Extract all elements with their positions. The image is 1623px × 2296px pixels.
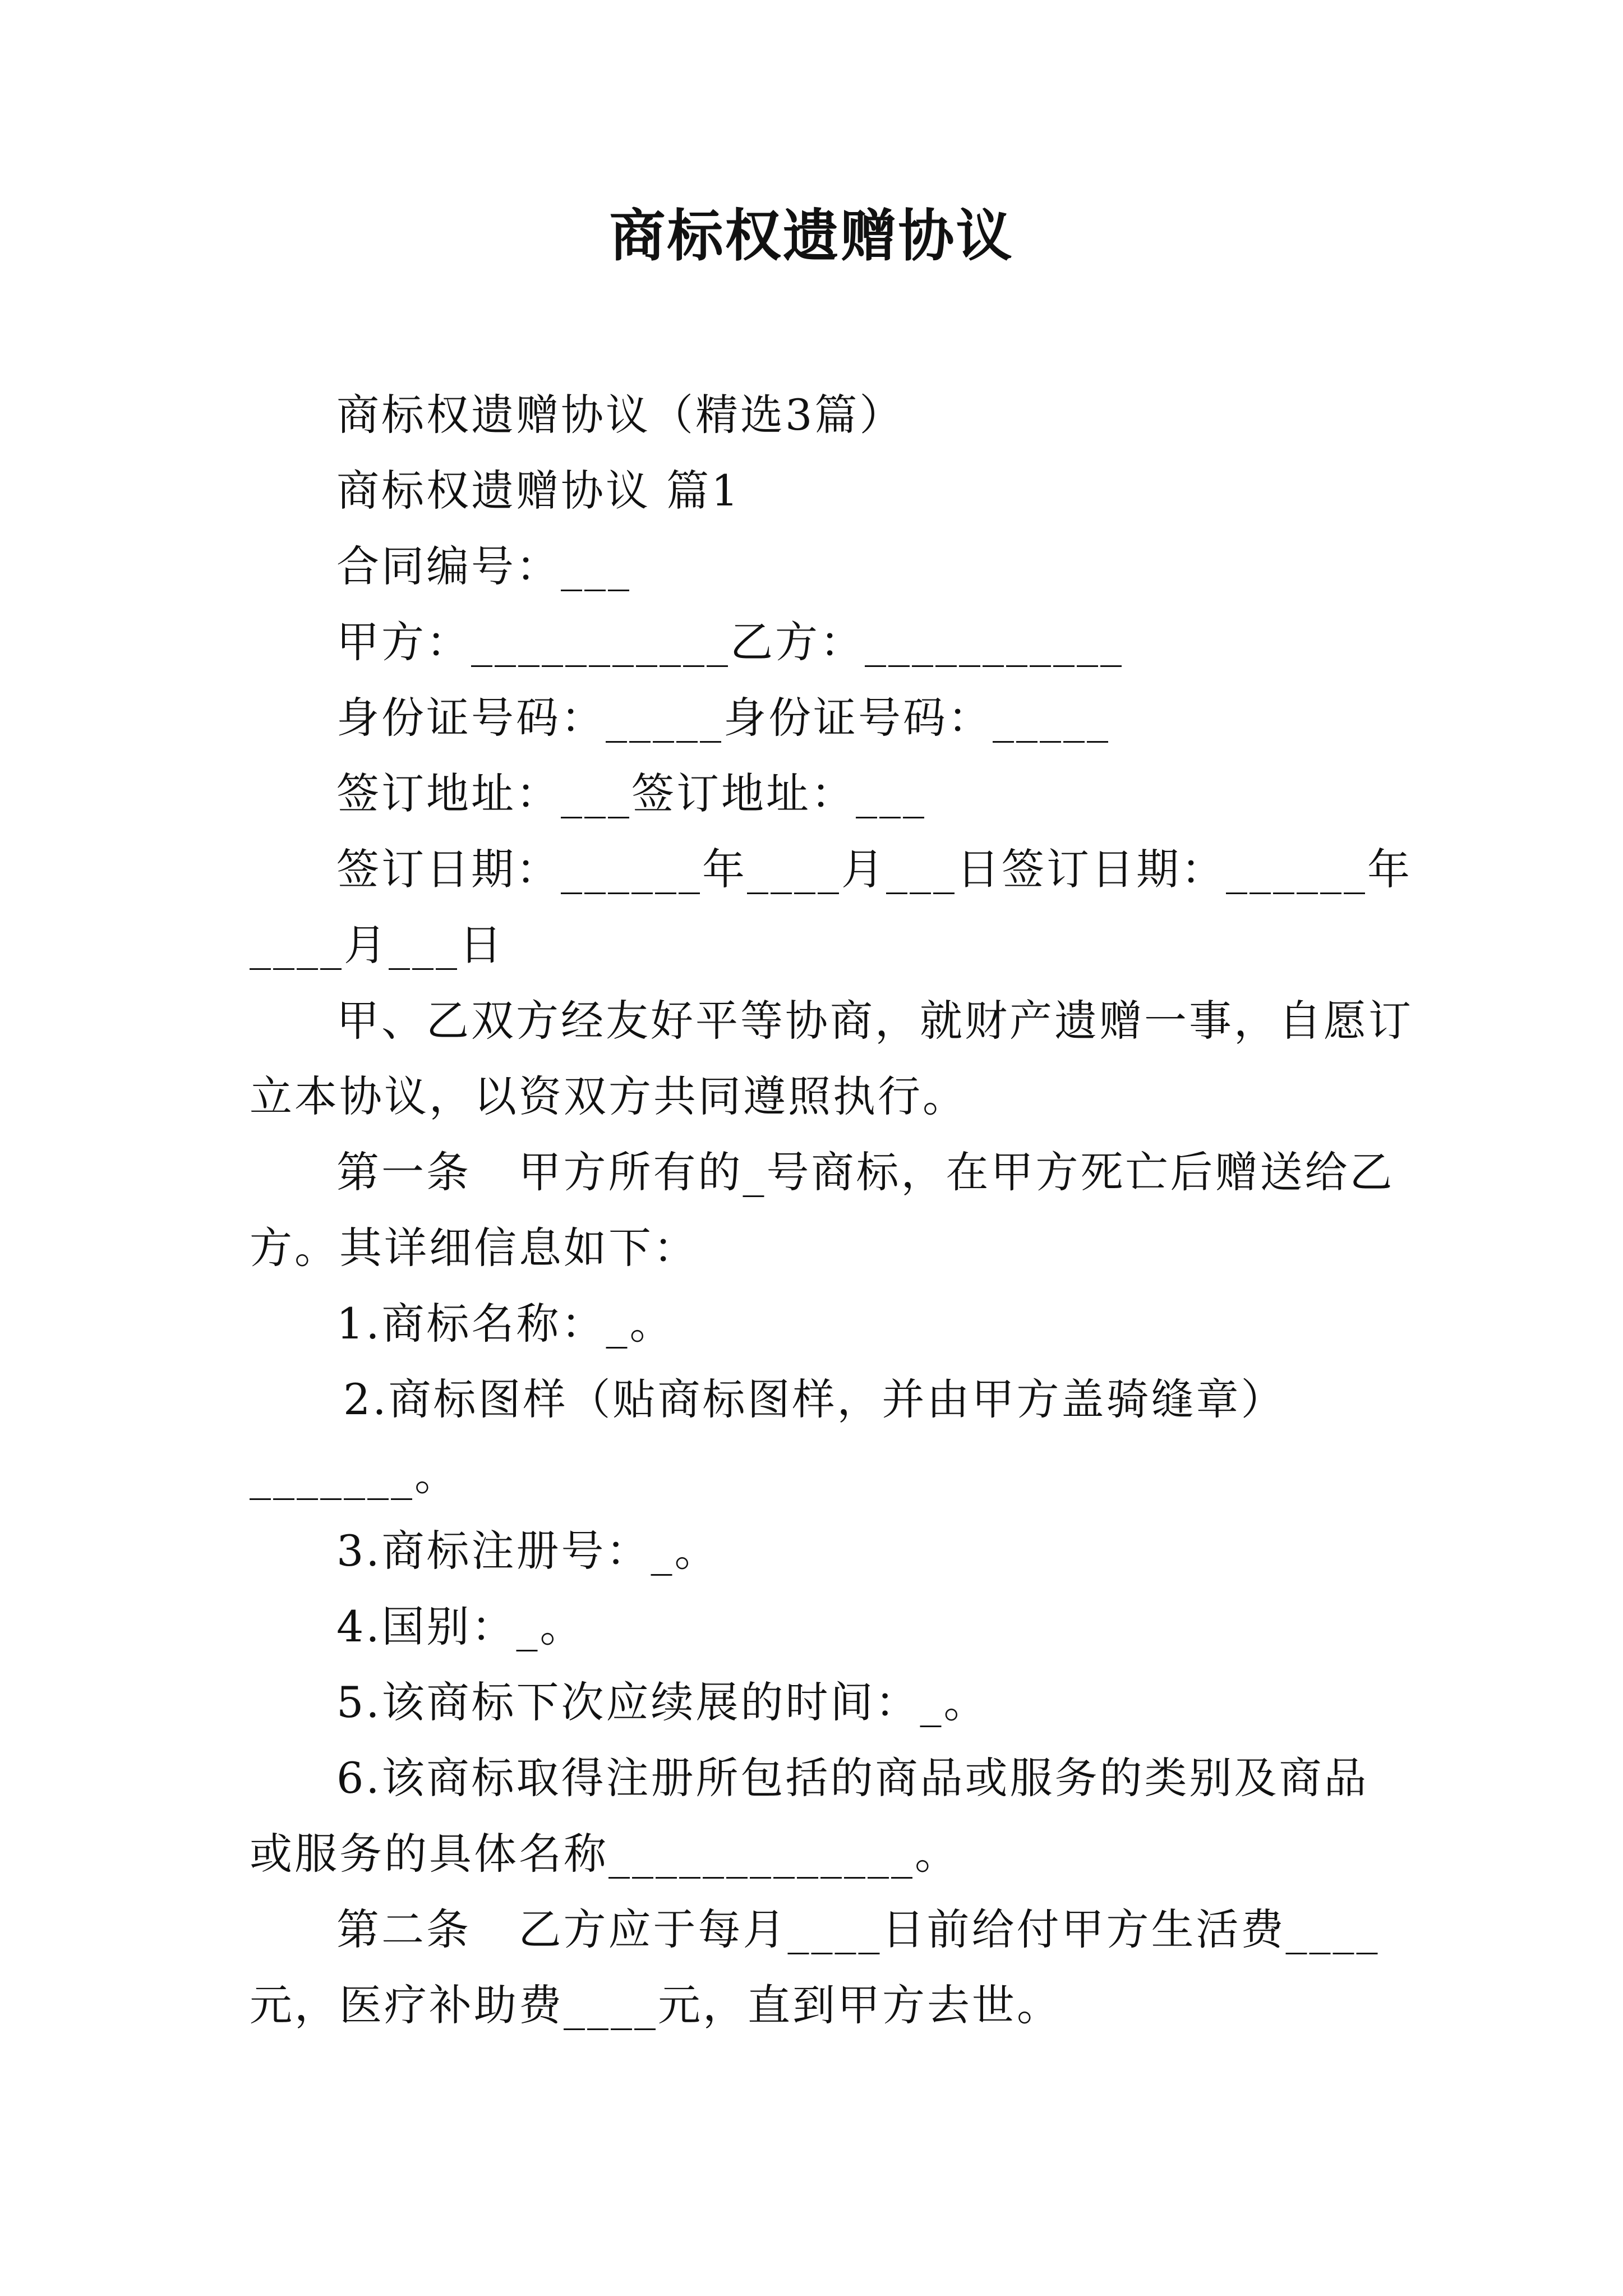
signing-address-line: 签订地址：___签订地址：___ bbox=[336, 769, 926, 818]
list-item-renewal-time: 5.该商标下次应续展的时间：_。 bbox=[336, 1677, 989, 1727]
section-heading: 商标权遗赠协议 篇1 bbox=[336, 466, 741, 516]
list-item-goods-services-cont: 或服务的具体名称_____________。 bbox=[250, 1829, 960, 1879]
list-item-trademark-name: 1.商标名称：_。 bbox=[336, 1299, 675, 1349]
contract-number-line: 合同编号：___ bbox=[336, 541, 631, 591]
article-two-line: 第二条 乙方应于每月____日前给付甲方生活费____ bbox=[336, 1904, 1380, 1954]
preamble-line-cont: 立本协议，以资双方共同遵照执行。 bbox=[250, 1071, 967, 1121]
id-number-line: 身份证号码：_____身份证号码：_____ bbox=[336, 693, 1110, 743]
list-item-trademark-sample: 2.商标图样（贴商标图样，并由甲方盖骑缝章） bbox=[343, 1374, 1286, 1424]
article-one-line: 第一条 甲方所有的_号商标，在甲方死亡后赠送给乙 bbox=[336, 1147, 1395, 1197]
parties-line: 甲方：___________乙方：___________ bbox=[336, 617, 1124, 667]
list-item-country: 4.国别：_。 bbox=[336, 1602, 585, 1651]
preamble-line: 甲、乙双方经友好平等协商，就财产遗赠一事，自愿订 bbox=[336, 996, 1413, 1046]
list-item-trademark-sample-cont: _______。 bbox=[250, 1450, 459, 1500]
article-two-line-cont: 元，医疗补助费____元，直到甲方去世。 bbox=[250, 1980, 1062, 2030]
subtitle-line: 商标权遗赠协议（精选3篇） bbox=[336, 390, 905, 440]
list-item-registration-number: 3.商标注册号：_。 bbox=[336, 1526, 720, 1576]
list-item-goods-services: 6.该商标取得注册所包括的商品或服务的类别及商品 bbox=[336, 1753, 1369, 1803]
signing-date-line-cont: ____月___日 bbox=[250, 920, 504, 970]
signing-date-line: 签订日期：______年____月___日签订日期：______年 bbox=[336, 844, 1412, 894]
article-one-line-cont: 方。其详细信息如下： bbox=[250, 1223, 698, 1273]
document-title: 商标权遗赠协议 bbox=[609, 203, 1014, 269]
